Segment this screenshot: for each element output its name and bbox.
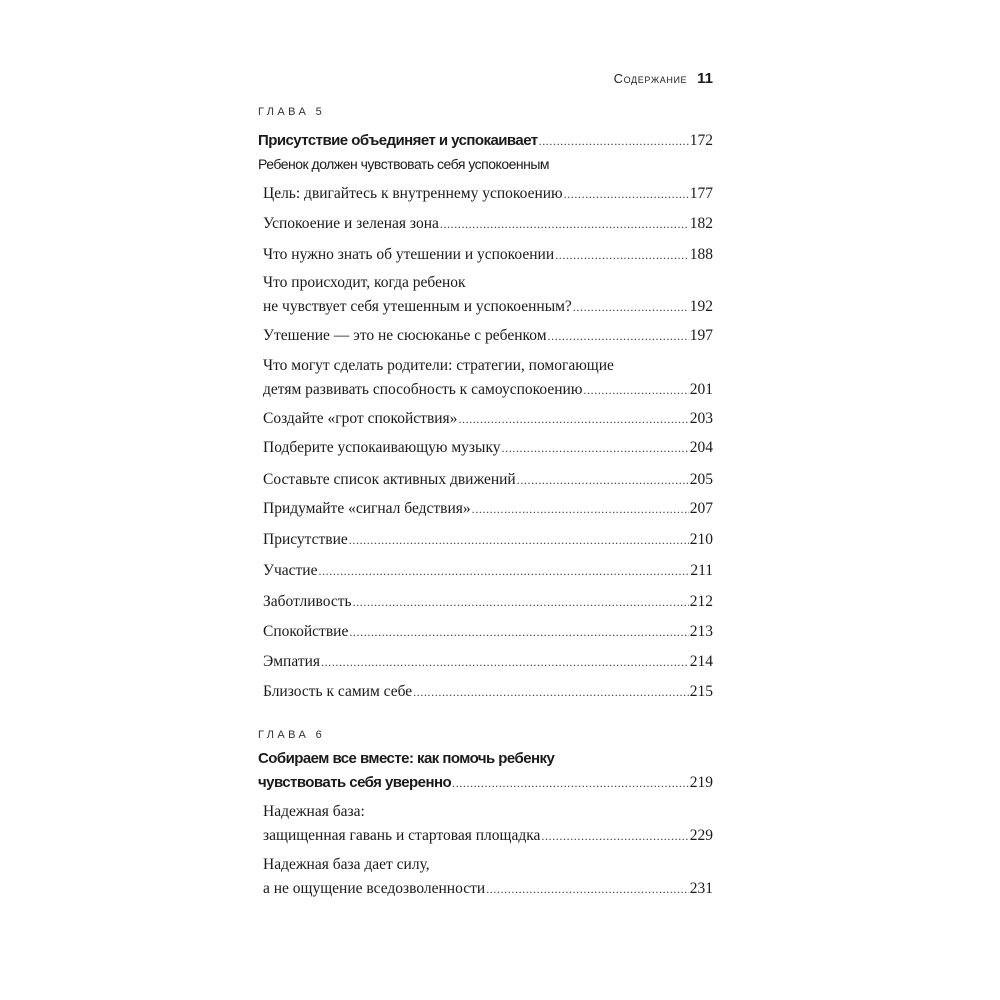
dot-leader xyxy=(472,497,689,521)
toc-entry[interactable] xyxy=(263,497,713,521)
toc-line xyxy=(263,271,713,295)
entry-page-number: 231 xyxy=(689,880,713,897)
toc-line xyxy=(263,497,713,521)
entry-text: Создайте «грот спокойствия» xyxy=(263,410,458,427)
dot-leader xyxy=(458,407,688,431)
entry-page-number: 211 xyxy=(690,562,713,579)
entry-text: Участие xyxy=(263,562,318,579)
toc-entry[interactable] xyxy=(263,436,713,460)
entry-text: Надежная база дает силу, xyxy=(263,856,430,873)
toc-line xyxy=(263,620,713,644)
toc-line xyxy=(263,650,713,674)
entry-page-number: 197 xyxy=(689,327,713,344)
toc-entry[interactable] xyxy=(263,528,713,552)
chapter-title-entry[interactable] xyxy=(258,747,713,795)
dot-leader xyxy=(349,528,689,552)
dot-leader xyxy=(486,877,689,901)
dot-leader xyxy=(452,771,689,795)
dot-leader xyxy=(517,468,689,492)
entry-page-number: 213 xyxy=(689,623,713,640)
entry-page-number: 229 xyxy=(689,827,713,844)
entry-page-number: 192 xyxy=(689,298,713,315)
entry-page-number: 205 xyxy=(689,471,713,488)
entry-text: Утешение — это не сюсюканье с ребенком xyxy=(263,327,547,344)
entry-text: Близость к самим себе xyxy=(263,683,413,700)
dot-leader xyxy=(349,620,688,644)
toc-entry[interactable] xyxy=(263,559,713,583)
toc-entry[interactable] xyxy=(263,212,713,236)
toc-line xyxy=(263,182,713,206)
entry-text: Присутствие объединяет и успокаивает xyxy=(258,132,538,149)
entry-text: Придумайте «сигнал бедствия» xyxy=(263,500,471,517)
toc-entry[interactable] xyxy=(263,853,713,901)
toc-entry[interactable] xyxy=(263,324,713,348)
page-number: 11 xyxy=(697,70,713,87)
entry-page-number: 212 xyxy=(689,593,713,610)
entry-text: Спокойствие xyxy=(263,623,349,640)
entry-text: Составьте список активных движений xyxy=(263,471,516,488)
entry-page-number: 210 xyxy=(689,531,713,548)
toc-line xyxy=(263,243,713,267)
toc-line xyxy=(263,378,713,402)
entry-page-number: 182 xyxy=(689,215,713,232)
entry-text: Что нужно знать об утешении и успокоении xyxy=(263,246,555,263)
chapter-label: ГЛАВА 6 xyxy=(258,729,326,741)
toc-line xyxy=(263,559,713,583)
dot-leader xyxy=(353,590,689,614)
toc-line xyxy=(263,877,713,901)
chapter-subtitle xyxy=(258,152,713,176)
chapter-title-entry[interactable] xyxy=(258,129,713,153)
dot-leader xyxy=(321,650,689,674)
toc-entry[interactable] xyxy=(263,271,713,319)
toc-entry[interactable] xyxy=(263,650,713,674)
toc-line xyxy=(263,800,713,824)
dot-leader xyxy=(502,436,689,460)
toc-entry[interactable] xyxy=(263,182,713,206)
entry-text: а не ощущение вседозволенности xyxy=(263,880,486,897)
toc-line xyxy=(263,824,713,848)
toc-line xyxy=(263,590,713,614)
toc-entry[interactable] xyxy=(263,407,713,431)
entry-text: Что могут сделать родители: стратегии, помогающие xyxy=(263,357,614,374)
toc-entry[interactable] xyxy=(263,800,713,848)
entry-page-number: 177 xyxy=(689,185,713,202)
dot-leader xyxy=(564,182,689,206)
dot-leader xyxy=(583,378,688,402)
toc-line xyxy=(258,152,713,176)
entry-text: Успокоение и зеленая зона xyxy=(263,215,439,232)
entry-page-number: 204 xyxy=(689,439,713,456)
toc-line xyxy=(263,212,713,236)
toc-entry[interactable] xyxy=(263,620,713,644)
dot-leader xyxy=(318,559,689,583)
entry-page-number: 214 xyxy=(689,653,713,670)
toc-line xyxy=(263,853,713,877)
entry-text: детям развивать способность к самоуспокоению xyxy=(263,381,583,398)
toc-line xyxy=(263,436,713,460)
entry-text: Что происходит, когда ребенок xyxy=(263,274,466,291)
toc-line xyxy=(263,468,713,492)
entry-text: Заботливость xyxy=(263,593,352,610)
toc-entry[interactable] xyxy=(263,354,713,402)
entry-text: Подберите успокаивающую музыку xyxy=(263,439,501,456)
toc-line xyxy=(263,324,713,348)
toc-line xyxy=(263,680,713,704)
entry-page-number: 172 xyxy=(689,132,713,149)
entry-text: Присутствие xyxy=(263,531,348,548)
toc-line xyxy=(263,295,713,319)
dot-leader xyxy=(548,324,689,348)
running-header-title: Содержание xyxy=(613,71,688,86)
toc-line xyxy=(263,354,713,378)
entry-text: защищенная гавань и стартовая площадка xyxy=(263,827,541,844)
toc-entry[interactable] xyxy=(263,680,713,704)
toc-entry[interactable] xyxy=(263,243,713,267)
entry-text: чувствовать себя уверенно xyxy=(258,774,452,791)
dot-leader xyxy=(541,824,688,848)
entry-page-number: 188 xyxy=(689,246,713,263)
entry-text: Цель: двигайтесь к внутреннему успокоению xyxy=(263,185,563,202)
entry-text: не чувствует себя утешенным и успокоенным? xyxy=(263,298,572,315)
dot-leader xyxy=(555,243,689,267)
entry-text: Надежная база: xyxy=(263,803,365,820)
toc-line xyxy=(258,129,713,153)
dot-leader xyxy=(440,212,689,236)
dot-leader xyxy=(413,680,689,704)
running-header xyxy=(600,70,713,87)
toc-line xyxy=(258,771,713,795)
entry-text: Эмпатия xyxy=(263,653,321,670)
toc-line xyxy=(263,528,713,552)
entry-page-number: 203 xyxy=(689,410,713,427)
entry-page-number: 215 xyxy=(689,683,713,700)
entry-text: Собираем все вместе: как помочь ребенку xyxy=(258,750,555,767)
dot-leader xyxy=(573,295,689,319)
toc-line xyxy=(263,407,713,431)
toc-entry[interactable] xyxy=(263,468,713,492)
toc-line xyxy=(258,747,713,771)
subtitle-text: Ребенок должен чувствовать себя успокоенным xyxy=(258,156,550,172)
entry-page-number: 201 xyxy=(689,381,713,398)
entry-page-number: 207 xyxy=(689,500,713,517)
chapter-label: ГЛАВА 5 xyxy=(258,106,326,118)
dot-leader xyxy=(539,129,689,153)
toc-entry[interactable] xyxy=(263,590,713,614)
entry-page-number: 219 xyxy=(689,774,713,791)
